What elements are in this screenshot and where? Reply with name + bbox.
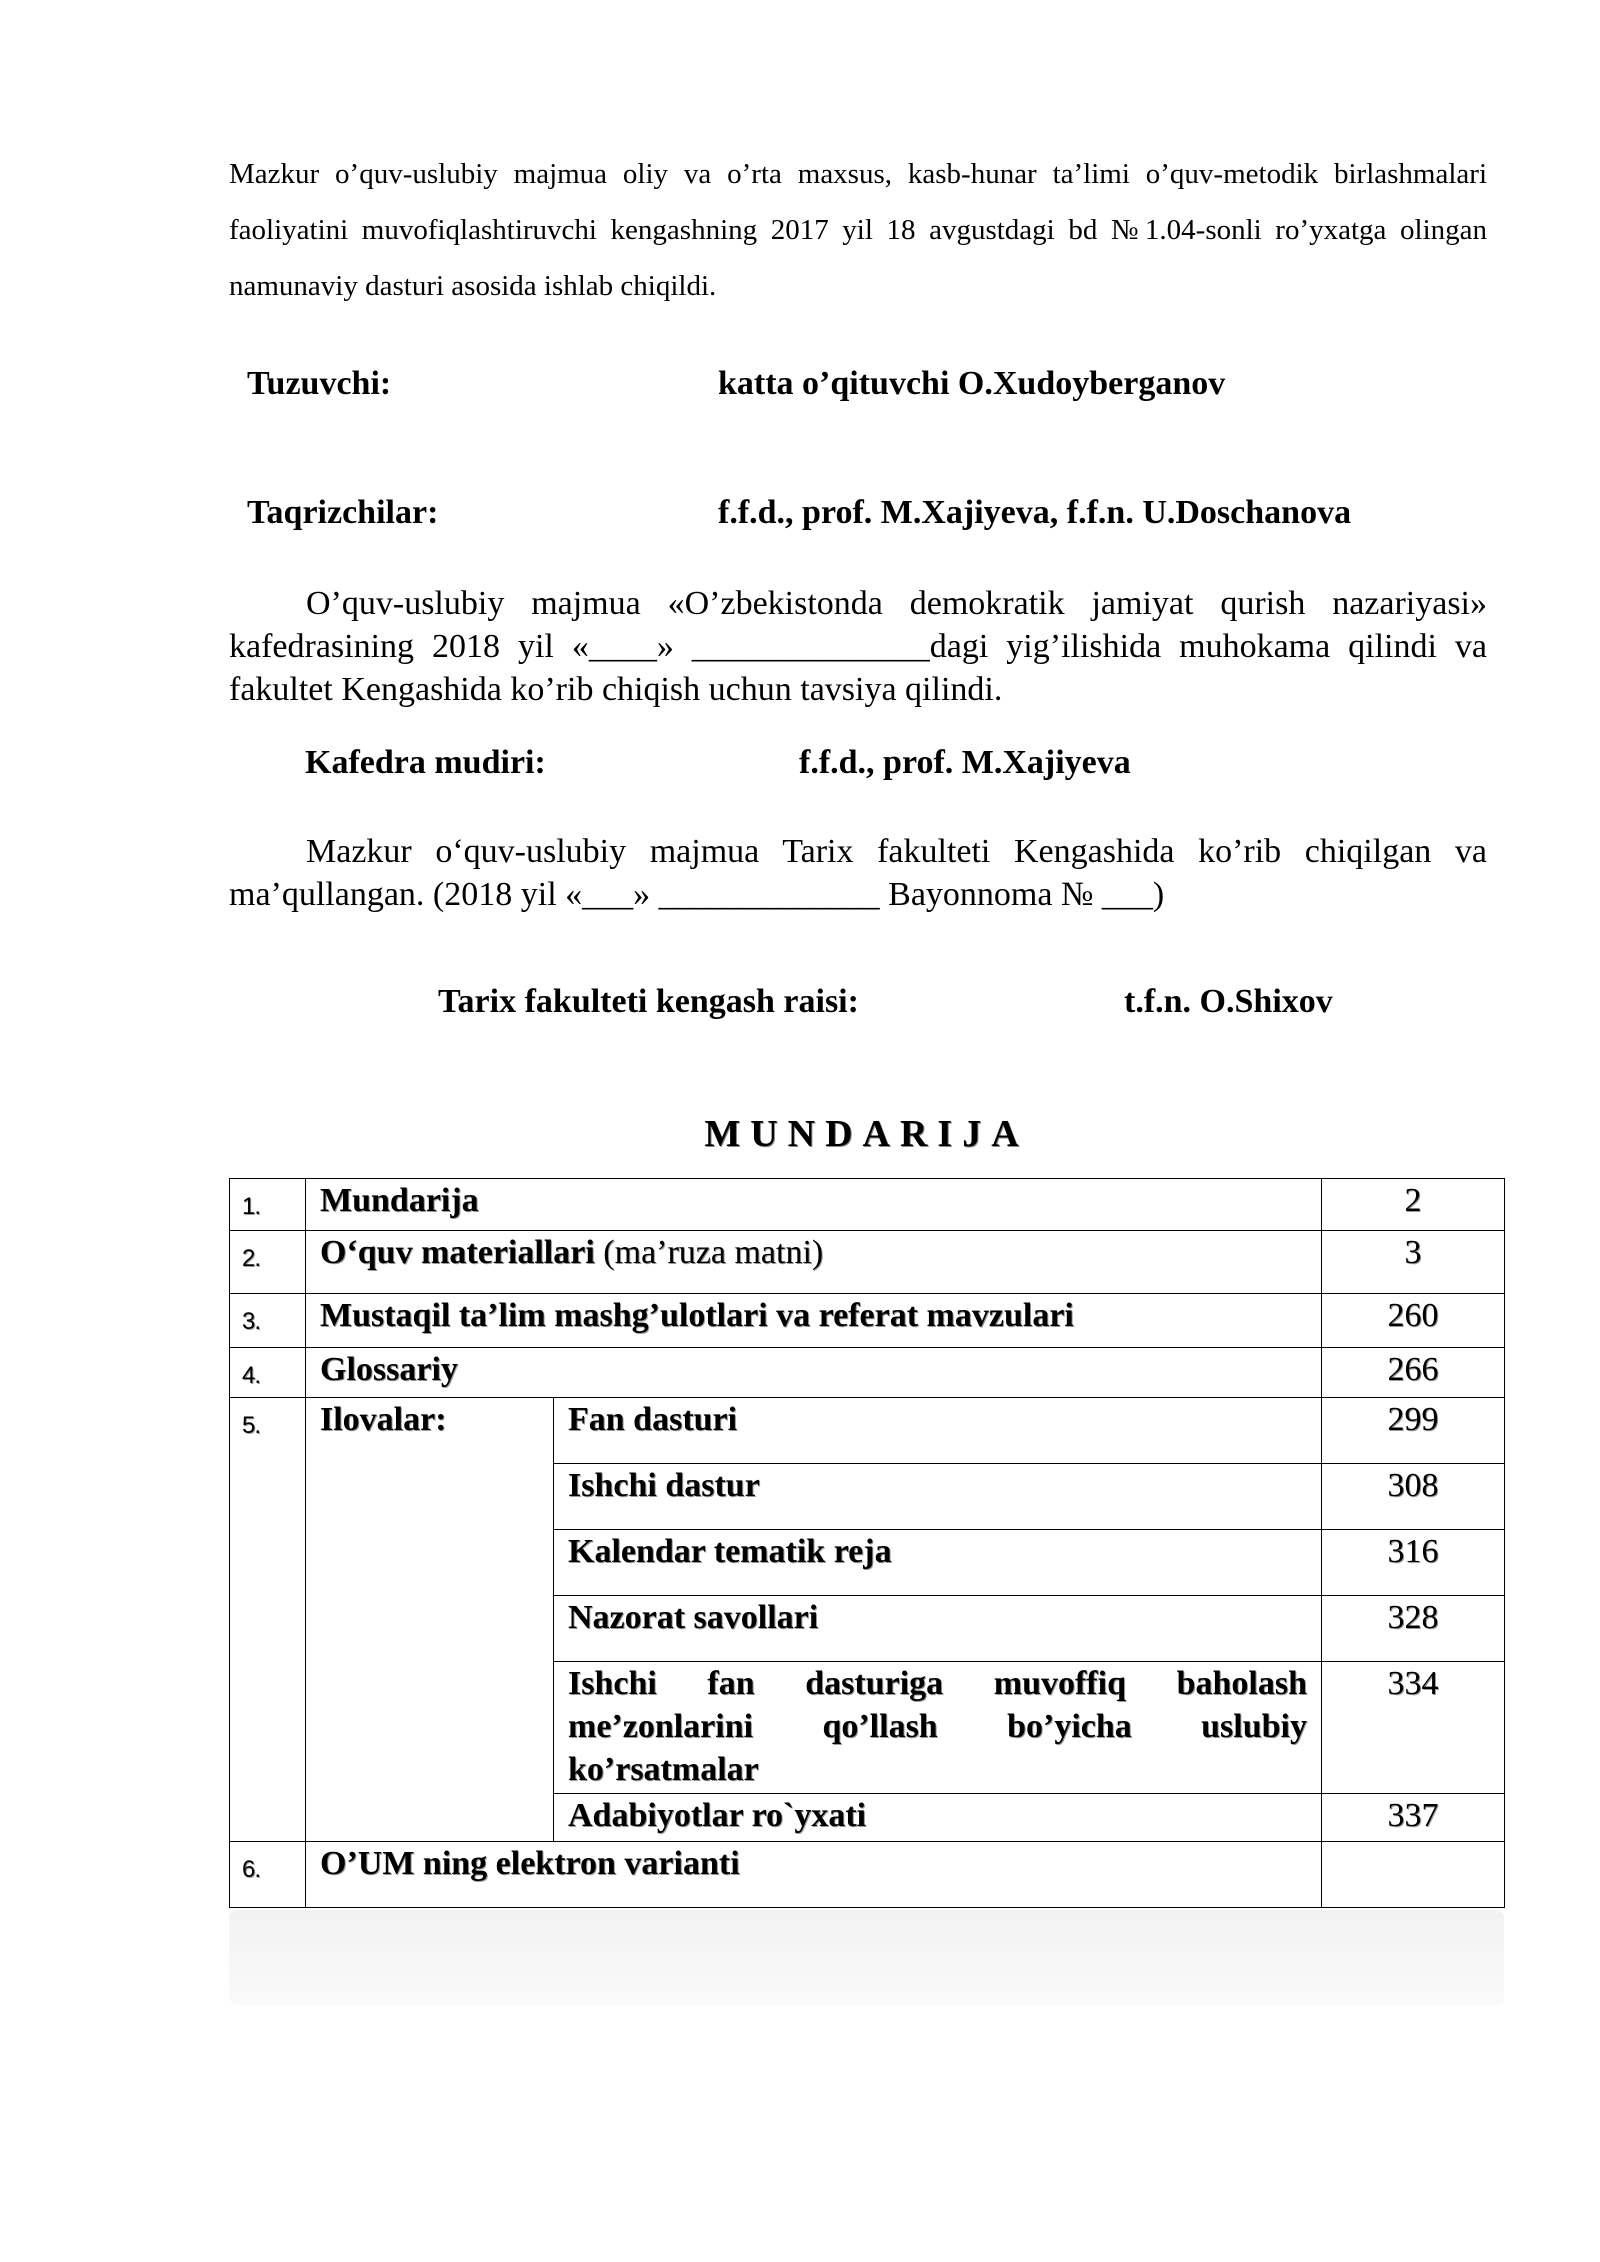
toc-table	[229, 1178, 1505, 1908]
intro-paragraph: Mazkur o’quv-uslubiy majmua oliy va o’rta maxsus, kasb-hunar ta’limi o’quv-metodik birlashmalari faoliyatini muvofiqlashtiruvchi kengashning 2017 yil 18 avgustdagi bd №1.04-sonli ro’yxatga olingan namunaviy dasturi asosida ishlab chiqildi.	[229, 158, 1487, 302]
compiler-name: katta o’qituvchi O.Xudoyberganov	[718, 365, 1226, 402]
toc-row	[230, 1348, 1505, 1398]
toc-row-title: Ilovalar:	[306, 1398, 554, 1842]
scan-shadow	[229, 1910, 1504, 2005]
toc-subitem-page: 316	[1322, 1530, 1505, 1596]
toc-row	[230, 1294, 1505, 1348]
toc-subitem-page: 334	[1322, 1662, 1505, 1794]
council-chair-label: Tarix fakulteti kengash raisi:	[438, 983, 859, 1020]
reviewers-names: f.f.d., prof. M.Xajiyeva, f.f.n. U.Doschanova	[718, 494, 1352, 531]
toc-subitem-page: 299	[1322, 1398, 1505, 1464]
toc-subitem-title: Ishchi dastur	[554, 1464, 1322, 1530]
toc-subitem-page: 308	[1322, 1464, 1505, 1530]
toc-subitem-title: Ishchi fan dasturiga muvoffiq baholash me’zonlarini qo’llash bo’yicha uslubiy ko’rsatmalar	[554, 1662, 1322, 1794]
toc-subitem-title: Nazorat savollari	[554, 1596, 1322, 1662]
compiler-label: Tuzuvchi:	[247, 365, 392, 402]
toc-row-page: 260	[1322, 1294, 1505, 1348]
faculty-approval-paragraph: Mazkur o‘quv-uslubiy majmua Tarix fakulteti Kengashida ko’rib chiqilgan va ma’qullangan. (2018 yil «___» _____________ Bayonnoma № ___)	[229, 833, 1487, 913]
toc-row-title: Mustaqil ta’lim mashg’ulotlari va referat mavzulari	[306, 1294, 1322, 1348]
toc-subitem-page: 328	[1322, 1596, 1505, 1662]
toc-subitem-page: 337	[1322, 1794, 1505, 1842]
toc-row-title: O‘quv materiallari (ma’ruza matni)	[306, 1231, 1322, 1294]
toc-subitem-title: Kalendar tematik reja	[554, 1530, 1322, 1596]
toc-row-title: Mundarija	[306, 1179, 1322, 1231]
toc-row-page: 266	[1322, 1348, 1505, 1398]
toc-row-title: O’UM ning elektron varianti	[306, 1842, 1322, 1908]
toc-row-number: 2.	[230, 1231, 306, 1294]
toc-row-number: 3.	[230, 1294, 306, 1348]
toc-row	[230, 1842, 1505, 1908]
toc-row-number: 6.	[230, 1842, 306, 1908]
toc-row-page: 2	[1322, 1179, 1505, 1231]
toc-row	[230, 1231, 1505, 1294]
toc-row-number: 1.	[230, 1179, 306, 1231]
toc-subitem-title: Adabiyotlar ro`yxati	[554, 1794, 1322, 1842]
toc-row-number: 5.	[230, 1398, 306, 1842]
toc-row-page	[1322, 1842, 1505, 1908]
head-of-department-name: f.f.d., prof. M.Xajiyeva	[799, 744, 1131, 781]
toc-row-number: 4.	[230, 1348, 306, 1398]
toc-row	[230, 1179, 1505, 1231]
toc-row-page: 3	[1322, 1231, 1505, 1294]
toc-subitem-title: Fan dasturi	[554, 1398, 1322, 1464]
toc-row-title-suffix: (ma’ruza matni)	[603, 1234, 824, 1271]
department-discussion-paragraph: O’quv-uslubiy majmua «O’zbekistonda demokratik jamiyat qurish nazariyasi» kafedrasining 2018 yil «____» ______________dagi yig’ilishida muhokama qilindi va fakultet Kengashida ko’rib chiqish uchun tavsiya qilindi.	[229, 585, 1487, 708]
head-of-department-label: Kafedra mudiri:	[305, 744, 546, 781]
toc-row-title: Glossariy	[306, 1348, 1322, 1398]
toc-row	[230, 1398, 1505, 1464]
toc-title: MUNDARIJA	[704, 1113, 1029, 1155]
reviewers-label: Taqrizchilar:	[247, 494, 439, 531]
council-chair-name: t.f.n. O.Shixov	[1124, 983, 1333, 1020]
